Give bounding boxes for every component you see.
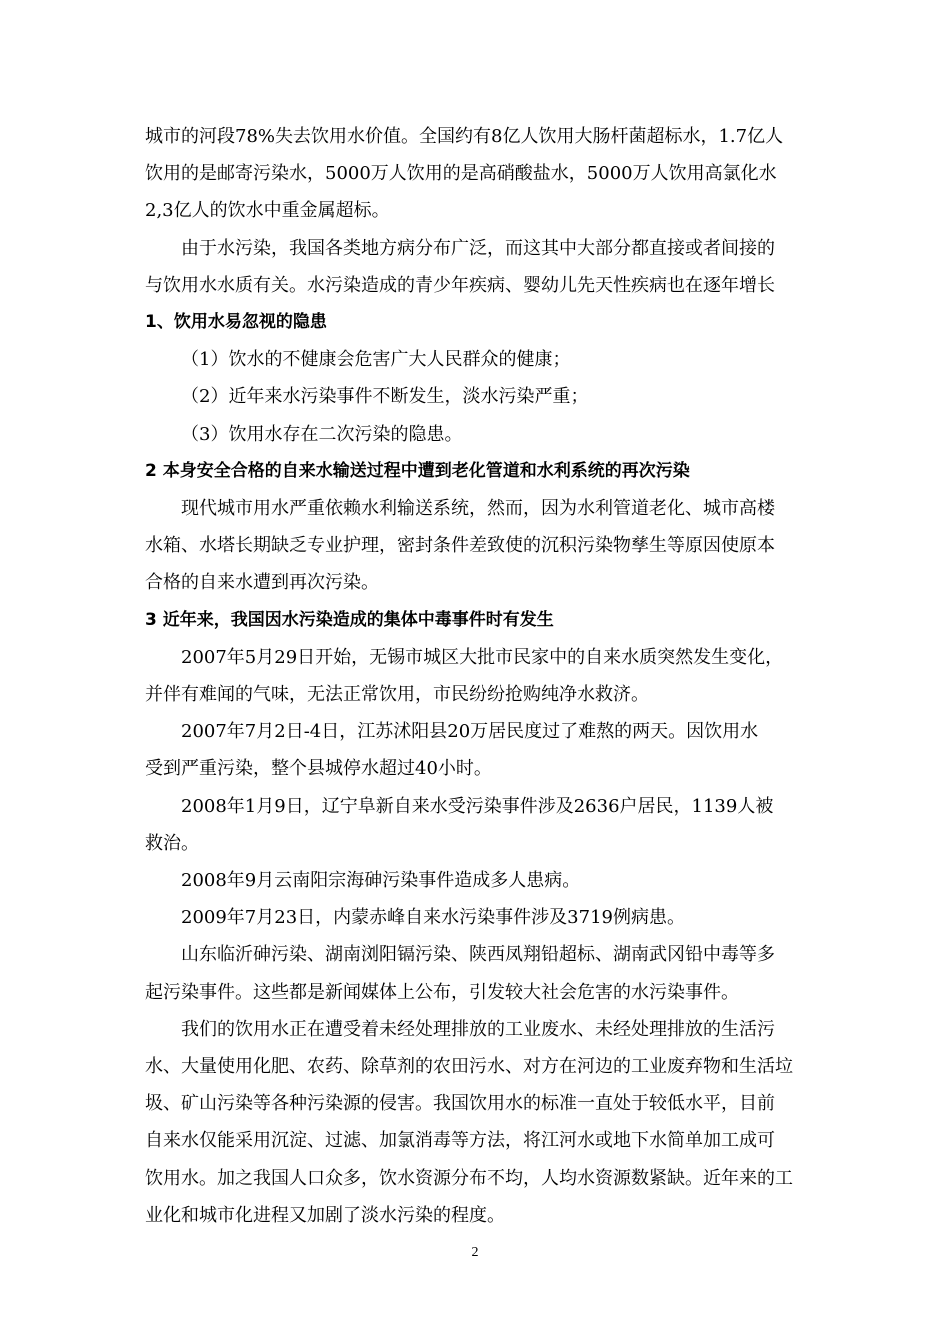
paragraph-line: 并伴有难闻的气味，无法正常饮用，市民纷纷抢购纯净水救济。	[145, 684, 649, 706]
paragraph-line: 2008年9月云南阳宗海砷污染事件造成多人患病。	[181, 870, 581, 892]
paragraph	[145, 899, 813, 936]
paragraph	[145, 490, 813, 602]
list-item: （1）饮水的不健康会危害广大人民群众的健康；	[181, 349, 571, 371]
section-heading: 1、饮用水易忽视的隐患	[145, 312, 327, 333]
paragraph-line: 现代城市用水严重依赖水利输送系统，然而，因为水利管道老化、城市高楼	[181, 498, 775, 520]
section-heading: 3 近年来，我国因水污染造成的集体中毒事件时有发生	[145, 609, 554, 630]
paragraph-line: 城市的河段78%失去饮用水价值。全国约有8亿人饮用大肠杆菌超标水，1.7亿人	[145, 126, 784, 147]
paragraph-line: 受到严重污染，整个县城停水超过40小时。	[145, 758, 492, 780]
paragraph-line: 2008年1月9日，辽宁阜新自来水受污染事件涉及2636户居民，1139人被	[181, 795, 774, 817]
paragraph-line: 2009年7月23日，内蒙赤峰自来水污染事件涉及3719例病患。	[181, 907, 685, 929]
paragraph	[145, 230, 813, 304]
paragraph-line: 由于水污染，我国各类地方病分布广泛，而这其中大部分都直接或者间接的	[181, 237, 775, 259]
paragraph-line: 起污染事件。这些都是新闻媒体上公布，引发较大社会危害的水污染事件。	[145, 981, 739, 1003]
paragraph-line: 业化和城市化进程又加剧了淡水污染的程度。	[145, 1204, 505, 1226]
paragraph	[145, 936, 813, 1010]
list-item: （3）饮用水存在二次污染的隐患。	[181, 423, 463, 445]
paragraph-line: 自来水仅能采用沉淀、过滤、加氯消毒等方法，将江河水或地下水简单加工成可	[145, 1130, 775, 1152]
paragraph-line: 饮用的是邮寄污染水，5000万人饮用的是高硝酸盐水，5000万人饮用高氯化水	[145, 163, 777, 185]
section-heading: 2 本身安全合格的自来水输送过程中遭到老化管道和水利系统的再次污染	[145, 460, 690, 481]
paragraph	[145, 1011, 813, 1234]
paragraph-line: 水箱、水塔长期缺乏专业护理，密封条件差致使的沉积污染物孳生等原因使原本	[145, 535, 775, 557]
paragraph	[145, 788, 813, 862]
paragraph	[145, 118, 813, 230]
list-item: （2）近年来水污染事件不断发生，淡水污染严重；	[181, 386, 589, 408]
paragraph	[145, 639, 813, 713]
page-number: 2	[471, 1245, 479, 1260]
paragraph-line: 圾、矿山污染等各种污染源的侵害。我国饮用水的标准一直处于较低水平，目前	[145, 1093, 775, 1115]
paragraph-line: 水、大量使用化肥、农药、除草剂的农田污水、对方在河边的工业废弃物和生活垃	[145, 1056, 793, 1078]
paragraph-line: 饮用水。加之我国人口众多，饮水资源分布不均，人均水资源数紧缺。近年来的工	[145, 1167, 793, 1189]
paragraph-line: 2007年5月29日开始，无锡市城区大批市民家中的自来水质突然发生变化，	[181, 646, 784, 668]
paragraph-line: 2007年7月2日-4日，江苏沭阳县20万居民度过了难熬的两天。因饮用水	[181, 721, 759, 743]
paragraph-line: 我们的饮用水正在遭受着未经处理排放的工业废水、未经处理排放的生活污	[181, 1018, 775, 1040]
paragraph-line: 合格的自来水遭到再次污染。	[145, 572, 379, 594]
paragraph	[145, 862, 813, 899]
paragraph	[145, 713, 813, 787]
paragraph-line: 山东临沂砷污染、湖南浏阳镉污染、陕西凤翔铅超标、湖南武冈铅中毒等多	[181, 944, 775, 966]
paragraph-line: 与饮用水水质有关。水污染造成的青少年疾病、婴幼儿先天性疾病也在逐年增长	[145, 274, 775, 296]
document-body	[145, 118, 813, 1234]
paragraph-line: 2,3亿人的饮水中重金属超标。	[145, 200, 390, 222]
paragraph-line: 救治。	[145, 832, 199, 854]
